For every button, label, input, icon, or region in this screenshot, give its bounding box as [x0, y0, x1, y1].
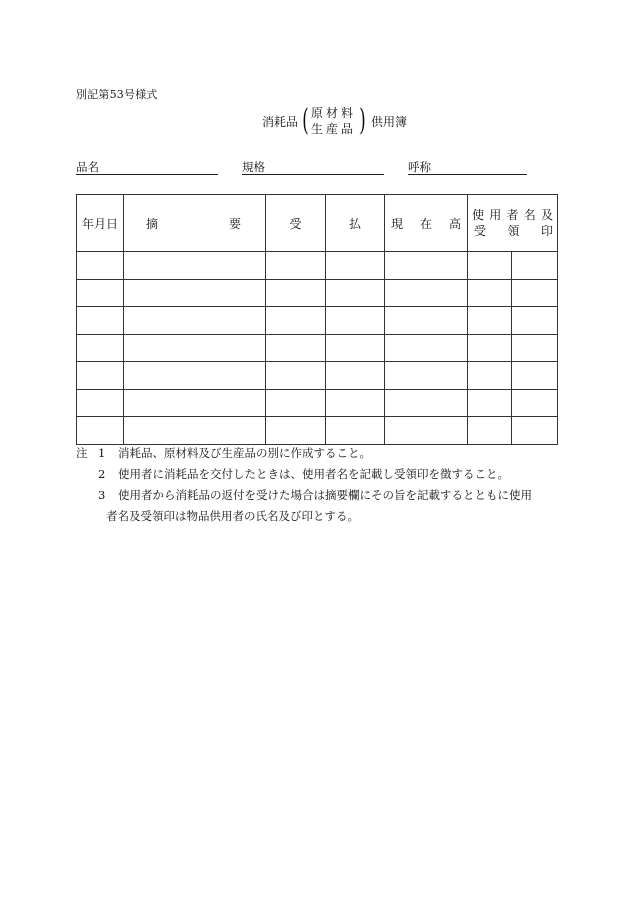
document-title	[262, 103, 407, 139]
seal-cell[interactable]	[512, 389, 558, 417]
call-name-label: 呼称	[408, 160, 431, 174]
header-date: 年月日	[77, 195, 124, 252]
call-name-field[interactable]	[408, 160, 527, 175]
header-row	[77, 195, 558, 252]
seal-cell[interactable]	[512, 417, 558, 445]
header-summary-2: 要	[228, 216, 241, 231]
left-bracket: (	[302, 103, 309, 138]
table-row	[77, 307, 558, 335]
paid-cell[interactable]	[326, 307, 385, 335]
summary-cell[interactable]	[124, 334, 266, 362]
table-row	[77, 279, 558, 307]
seal-cell[interactable]	[512, 362, 558, 390]
header-summary-1: 摘	[146, 216, 159, 231]
title-prefix: 消耗品	[262, 114, 299, 129]
received-cell[interactable]	[266, 389, 326, 417]
date-cell[interactable]	[77, 417, 124, 445]
table-row	[77, 252, 558, 280]
note-3-continued: 者名及受領印は物品供用者の氏名及び印とする。	[106, 509, 359, 523]
user-name-cell[interactable]	[468, 362, 512, 390]
paid-cell[interactable]	[326, 252, 385, 280]
title-stack	[310, 105, 357, 137]
paid-cell[interactable]	[326, 417, 385, 445]
seal-cell[interactable]	[512, 252, 558, 280]
table-row	[77, 362, 558, 390]
paid-cell[interactable]	[326, 389, 385, 417]
header-paid: 払	[326, 195, 385, 252]
ledger-table	[76, 194, 558, 445]
date-cell[interactable]	[77, 389, 124, 417]
summary-cell[interactable]	[124, 389, 266, 417]
notes-head: 注	[76, 446, 88, 460]
seal-cell[interactable]	[512, 279, 558, 307]
summary-cell[interactable]	[124, 417, 266, 445]
user-name-cell[interactable]	[468, 279, 512, 307]
received-cell[interactable]	[266, 307, 326, 335]
summary-cell[interactable]	[124, 307, 266, 335]
user-name-cell[interactable]	[468, 334, 512, 362]
user-name-cell[interactable]	[468, 307, 512, 335]
form-number: 別記第53号様式	[76, 88, 158, 101]
notes-section	[76, 443, 566, 527]
date-cell[interactable]	[77, 334, 124, 362]
right-bracket: )	[359, 103, 366, 138]
user-name-cell[interactable]	[468, 417, 512, 445]
balance-cell[interactable]	[385, 279, 468, 307]
balance-cell[interactable]	[385, 389, 468, 417]
header-user: 使 用 者 名 及 受 領 印	[468, 195, 558, 252]
item-name-field[interactable]	[76, 160, 218, 175]
spec-field[interactable]	[242, 160, 384, 175]
received-cell[interactable]	[266, 417, 326, 445]
balance-cell[interactable]	[385, 334, 468, 362]
balance-cell[interactable]	[385, 307, 468, 335]
user-name-cell[interactable]	[468, 252, 512, 280]
item-name-label: 品名	[76, 160, 99, 174]
title-stack-bottom: 生産品	[311, 122, 357, 136]
date-cell[interactable]	[77, 307, 124, 335]
balance-cell[interactable]	[385, 362, 468, 390]
table-row	[77, 417, 558, 445]
seal-cell[interactable]	[512, 307, 558, 335]
note-2: 2 使用者に消耗品を交付したときは、使用者名を記載し受領印を徴すること。	[98, 467, 509, 481]
received-cell[interactable]	[266, 279, 326, 307]
summary-cell[interactable]	[124, 362, 266, 390]
table-row	[77, 389, 558, 417]
paid-cell[interactable]	[326, 279, 385, 307]
date-cell[interactable]	[77, 279, 124, 307]
spec-label: 規格	[242, 160, 265, 174]
table-row	[77, 334, 558, 362]
user-name-cell[interactable]	[468, 389, 512, 417]
received-cell[interactable]	[266, 252, 326, 280]
date-cell[interactable]	[77, 362, 124, 390]
title-stack-top: 原材料	[311, 106, 357, 120]
balance-cell[interactable]	[385, 417, 468, 445]
balance-cell[interactable]	[385, 252, 468, 280]
seal-cell[interactable]	[512, 334, 558, 362]
paid-cell[interactable]	[326, 362, 385, 390]
header-received: 受	[266, 195, 326, 252]
header-summary	[124, 195, 266, 252]
title-suffix: 供用簿	[371, 114, 408, 129]
date-cell[interactable]	[77, 252, 124, 280]
received-cell[interactable]	[266, 362, 326, 390]
header-balance: 現 在 高	[385, 195, 468, 252]
note-1: 注 1 消耗品、原材料及び生産品の別に作成すること。	[76, 443, 566, 464]
summary-cell[interactable]	[124, 252, 266, 280]
note-3: 3 使用者から消耗品の返付を受けた場合は摘要欄にその旨を記載するとともに使用	[98, 488, 532, 502]
paid-cell[interactable]	[326, 334, 385, 362]
received-cell[interactable]	[266, 334, 326, 362]
summary-cell[interactable]	[124, 279, 266, 307]
